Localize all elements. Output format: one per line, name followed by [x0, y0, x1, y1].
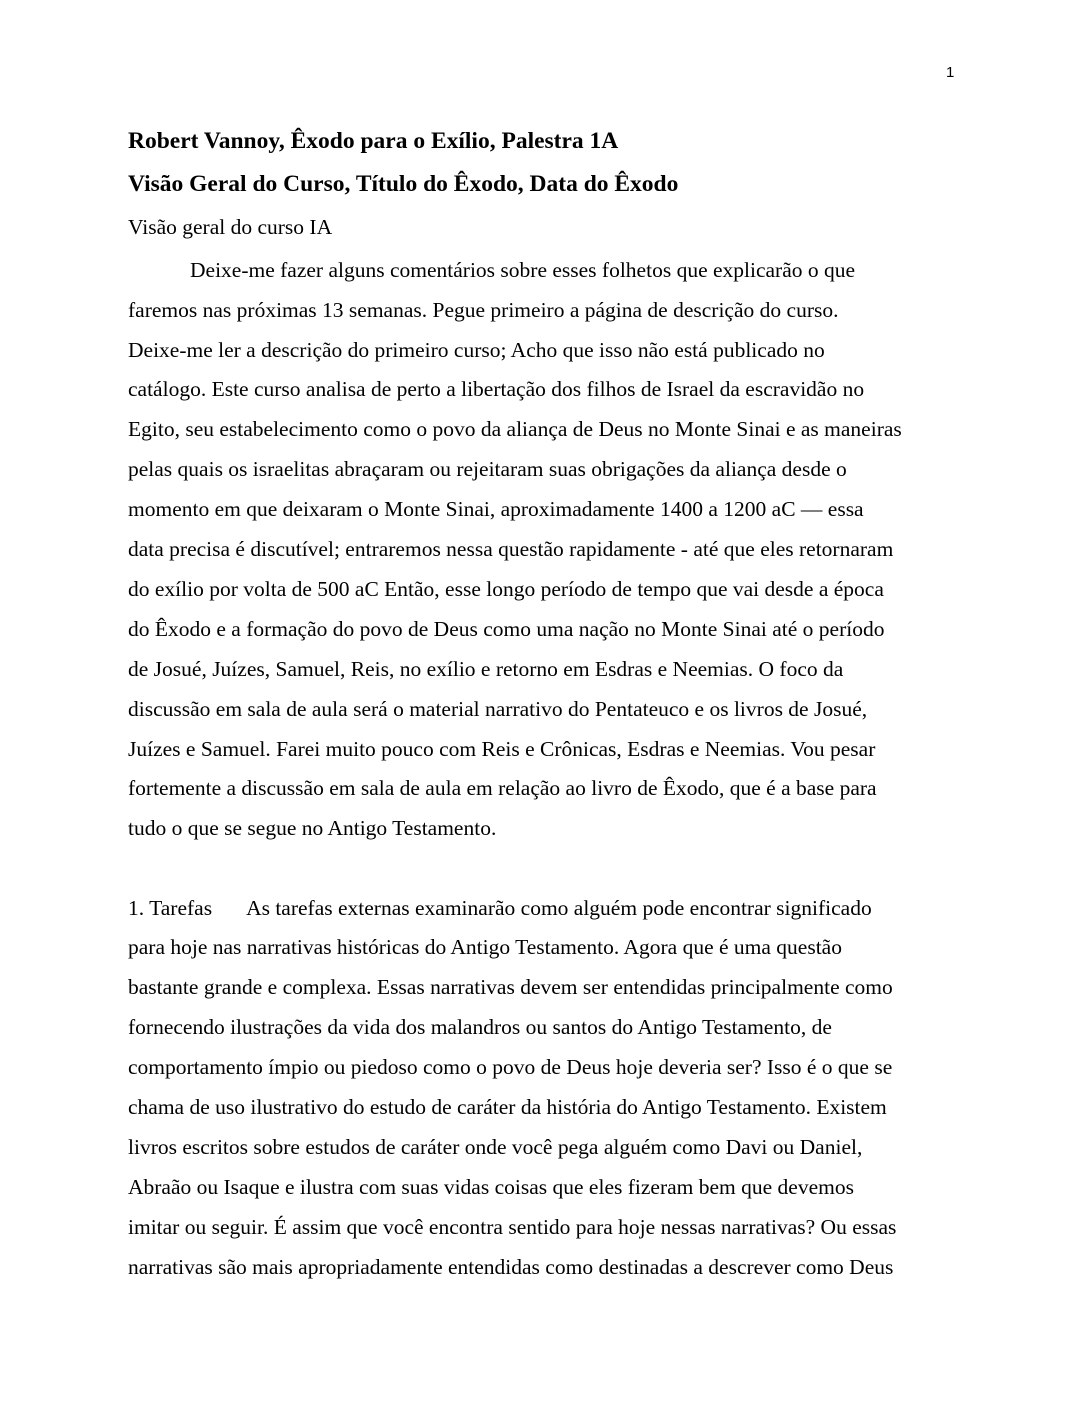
document-subtitle: Visão Geral do Curso, Título do Êxodo, Data do Êxodo [128, 171, 679, 197]
paragraph-line [128, 895, 872, 921]
paragraph-line: bastante grande e complexa. Essas narrativas devem ser entendidas principalmente como [128, 975, 893, 999]
paragraph-line: Deixe-me fazer alguns comentários sobre esses folhetos que explicarão o que [190, 258, 856, 282]
paragraph-line: tudo o que se segue no Antigo Testamento. [128, 816, 497, 840]
paragraph-line: Abraão ou Isaque e ilustra com suas vidas coisas que eles fizeram bem que devemos [128, 1175, 854, 1199]
paragraph-line: discussão em sala de aula será o material narrativo do Pentateuco e os livros de Josué, [128, 697, 868, 721]
paragraph-line: comportamento ímpio ou piedoso como o povo de Deus hoje deveria ser? Isso é o que se [128, 1055, 893, 1079]
paragraph-line: momento em que deixaram o Monte Sinai, aproximadamente 1400 a 1200 aC — essa [128, 497, 864, 521]
paragraph-line: faremos nas próximas 13 semanas. Pegue primeiro a página de descrição do curso. [128, 298, 839, 322]
paragraph-line: fortemente a discussão em sala de aula em relação ao livro de Êxodo, que é a base para [128, 776, 877, 800]
paragraph-line: chama de uso ilustrativo do estudo de caráter da história do Antigo Testamento. Existem [128, 1095, 887, 1119]
paragraph-line: narrativas são mais apropriadamente entendidas como destinadas a descrever como Deus [128, 1255, 894, 1279]
paragraph-line: pelas quais os israelitas abraçaram ou rejeitaram suas obrigações da aliança desde o [128, 457, 847, 481]
paragraph-line: do exílio por volta de 500 aC Então, esse longo período de tempo que vai desde a época [128, 577, 884, 601]
paragraph-line: do Êxodo e a formação do povo de Deus como uma nação no Monte Sinai até o período [128, 617, 885, 641]
paragraph-line: Egito, seu estabelecimento como o povo da aliança de Deus no Monte Sinai e as maneiras [128, 417, 902, 441]
document-title: Robert Vannoy, Êxodo para o Exílio, Palestra 1A [128, 128, 619, 154]
paragraph-line: data precisa é discutível; entraremos nessa questão rapidamente - até que eles retornaram [128, 537, 894, 561]
section-label: Visão geral do curso IA [128, 215, 333, 239]
paragraph-line: para hoje nas narrativas históricas do Antigo Testamento. Agora que é uma questão [128, 935, 842, 959]
paragraph-line: imitar ou seguir. É assim que você encontra sentido para hoje nessas narrativas? Ou essas [128, 1215, 897, 1239]
list-label: 1. Tarefas [128, 896, 213, 920]
paragraph-line: fornecendo ilustrações da vida dos malandros ou santos do Antigo Testamento, de [128, 1015, 832, 1039]
paragraph-line: de Josué, Juízes, Samuel, Reis, no exílio e retorno em Esdras e Neemias. O foco da [128, 657, 844, 681]
paragraph-line: Juízes e Samuel. Farei muito pouco com Reis e Crônicas, Esdras e Neemias. Vou pesar [128, 737, 876, 761]
paragraph-line: livros escritos sobre estudos de caráter onde você pega alguém como Davi ou Daniel, [128, 1135, 863, 1159]
paragraph-line: Deixe-me ler a descrição do primeiro curso; Acho que isso não está publicado no [128, 338, 825, 362]
paragraph-line: catálogo. Este curso analisa de perto a libertação dos filhos de Israel da escravidão no [128, 377, 865, 401]
page-number: 1 [946, 64, 955, 81]
paragraph-line-text: As tarefas externas examinarão como alguém pode encontrar significado [246, 896, 872, 920]
